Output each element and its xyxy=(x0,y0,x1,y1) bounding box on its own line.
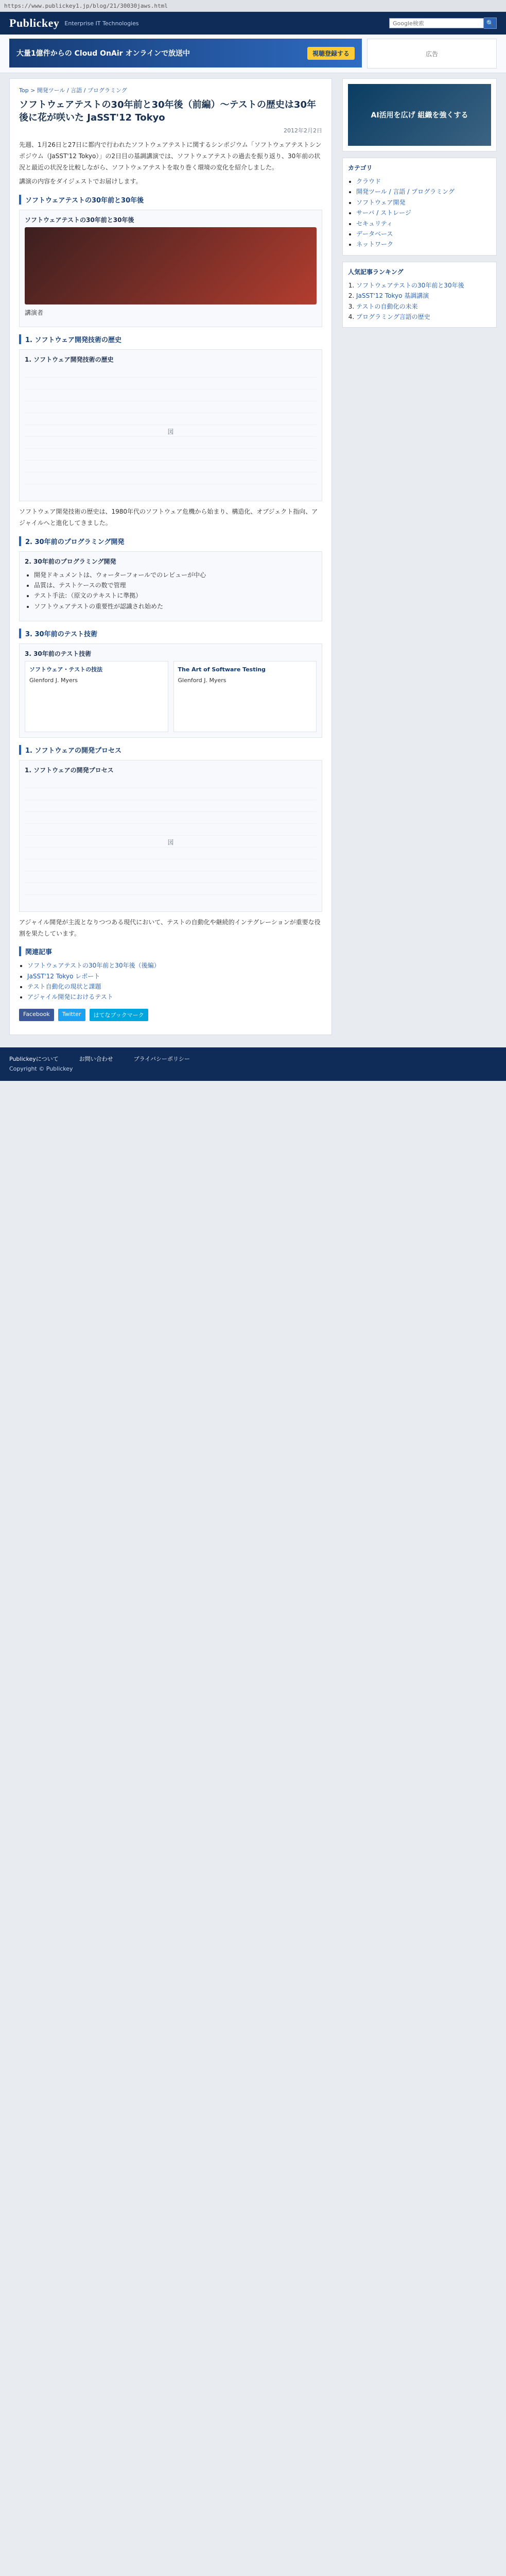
bullet-item: • テスト手法：（原文のテキストに準拠） xyxy=(34,590,317,601)
search-icon: 🔍 xyxy=(486,20,494,27)
site-search xyxy=(389,18,497,29)
related-link[interactable]: アジャイル開発におけるテスト xyxy=(27,993,113,1001)
diagram-2-placeholder: 図 xyxy=(167,838,174,846)
figure-2 xyxy=(19,349,322,501)
footer-link[interactable]: Publickeyについて xyxy=(9,1055,59,1062)
sidebar-ad-box xyxy=(342,78,497,151)
ranking-item xyxy=(356,291,491,301)
article-intro-2: 講演の内容をダイジェストでお届けします。 xyxy=(19,178,142,185)
ad-side[interactable]: 広告 xyxy=(367,39,497,69)
ranking-item xyxy=(356,280,491,291)
footer-link[interactable]: お問い合わせ xyxy=(79,1055,113,1062)
browser-bar xyxy=(0,0,506,12)
related-item xyxy=(27,992,322,1002)
category-link[interactable]: サーバ / ストレージ xyxy=(356,209,411,217)
site-footer xyxy=(0,1047,506,1081)
search-button[interactable] xyxy=(484,18,497,29)
bullet-item: • ソフトウェアテストの重要性が認識され始めた xyxy=(34,601,317,612)
section-heading-5: 1. ソフトウェアの開発プロセス xyxy=(19,745,322,755)
related-item xyxy=(27,971,322,981)
figure-2-caption: 1. ソフトウェア開発技術の歴史 xyxy=(25,356,114,364)
share-facebook-button[interactable]: Facebook xyxy=(19,1009,54,1021)
site-logo[interactable]: Publickey xyxy=(9,16,60,29)
category-link[interactable]: データベース xyxy=(356,230,393,238)
category-link[interactable]: クラウド xyxy=(356,178,381,185)
figure-3-caption: 2. 30年前のプログラミング開発 xyxy=(25,557,116,565)
category-item xyxy=(356,218,491,229)
breadcrumb-separator: > xyxy=(30,87,37,94)
category-item xyxy=(356,239,491,249)
share-twitter-button[interactable]: Twitter xyxy=(58,1009,85,1021)
section-5-body: アジャイル開発が主流となりつつある現代において、テストの自動化や継続的インテグレーションが重要な役割を果たしています。 xyxy=(19,919,321,937)
related-link[interactable]: ソフトウェアテストの30年前と30年後（後編） xyxy=(27,962,160,970)
article-byline xyxy=(19,126,322,134)
ranking-item xyxy=(356,312,491,322)
article-title: ソフトウェアテストの30年前と30年後（前編）〜テストの歴史は30年後に花が咲いた JaSST'12 Tokyo xyxy=(19,99,316,124)
article xyxy=(9,78,332,1035)
page-layout xyxy=(0,73,506,1047)
figure-1 xyxy=(19,210,322,328)
section-heading-1: ソフトウェアテストの30年前と30年後 xyxy=(19,195,322,205)
figure-1-caption: ソフトウェアテストの30年前と30年後 xyxy=(25,216,134,224)
categories-box xyxy=(342,158,497,256)
diagram-1 xyxy=(25,367,317,496)
book-card xyxy=(25,661,168,732)
section-2-body: ソフトウェア開発技術の歴史は、1980年代のソフトウェア危機から始まり、構造化、オブジェクト指向、アジャイルへと進化してきました。 xyxy=(19,508,318,527)
figure-4 xyxy=(19,643,322,738)
figure-5-caption: 1. ソフトウェアの開発プロセス xyxy=(25,767,114,774)
ranking-link[interactable]: ソフトウェアテストの30年前と30年後 xyxy=(356,281,464,289)
breadcrumb-top[interactable]: Top xyxy=(19,87,29,94)
breadcrumb-category[interactable]: 開発ツール / 言語 / プログラミング xyxy=(37,87,127,94)
share-hatena-button[interactable]: はてなブックマーク xyxy=(90,1009,148,1021)
diagram-2 xyxy=(25,777,317,906)
related-heading: 関連記事 xyxy=(19,946,322,956)
bullet-item: • 品質は、テストケースの数で管理 xyxy=(34,580,317,590)
url-text: https://www.publickey1.jp/blog/21/30030jaws.html xyxy=(4,2,168,9)
category-item xyxy=(356,187,491,197)
ranking-link[interactable]: JaSST'12 Tokyo 基調講演 xyxy=(356,292,429,300)
search-input[interactable] xyxy=(389,18,484,28)
category-link[interactable]: ソフトウェア開発 xyxy=(356,198,406,206)
category-link[interactable]: 開発ツール / 言語 / プログラミング xyxy=(356,188,455,196)
section-heading-2: 1. ソフトウェア開発技術の歴史 xyxy=(19,334,322,344)
book-desc: Glenford J. Myers xyxy=(178,676,226,684)
category-item xyxy=(356,229,491,239)
breadcrumb xyxy=(19,86,322,94)
article-intro-1: 先週、1月26日と27日に都内で行われたソフトウェアテストに関するシンポジウム「ソフトウェアテストシンポジウム（JaSST'12 Tokyo）」の2日目の基調講演では、ソフトウェアテストの過去を振り返り、30年前の状況と最近の状況を比較しながら、ソフトウェアテストを取り巻く環境の変化を紹介しました。 xyxy=(19,141,322,171)
footer-link[interactable]: プライバシーポリシー xyxy=(133,1055,190,1062)
ranking-box xyxy=(342,262,497,328)
speaker-note: 講演者 xyxy=(25,309,44,316)
section-heading-3: 2. 30年前のプログラミング開発 xyxy=(19,536,322,546)
section-heading-4: 3. 30年前のテスト技術 xyxy=(19,629,322,638)
site-header xyxy=(0,12,506,35)
ranking-list xyxy=(348,280,491,323)
related-item xyxy=(27,981,322,992)
ranking-title: 人気記事ランキング xyxy=(348,268,404,276)
related-link[interactable]: JaSST'12 Tokyo レポート xyxy=(27,972,100,980)
category-item xyxy=(356,197,491,208)
book-desc: Glenford J. Myers xyxy=(29,676,78,684)
bullet-item: • 開発ドキュメントは、ウォーターフォールでのレビューが中心 xyxy=(34,570,317,580)
section-3-bullets xyxy=(25,570,317,612)
related-link[interactable]: テスト自動化の現状と課題 xyxy=(27,983,101,991)
diagram-1-placeholder: 図 xyxy=(167,428,174,435)
ad-banner-cta[interactable]: 視聴登録する xyxy=(307,47,355,60)
sidebar-ad[interactable]: AI活用を広げ 組織を強くする xyxy=(348,84,491,146)
book-card xyxy=(173,661,317,732)
ad-banner-text: 大量1億件からの Cloud OnAir オンラインで放送中 xyxy=(16,49,190,58)
figure-3 xyxy=(19,551,322,622)
figure-5 xyxy=(19,760,322,912)
category-item xyxy=(356,176,491,187)
ad-row xyxy=(0,35,506,73)
site-tagline: Enterprise IT Technologies xyxy=(64,20,139,27)
book-title: The Art of Software Testing xyxy=(178,666,266,673)
book-title: ソフトウェア・テストの技法 xyxy=(29,666,103,673)
related-links xyxy=(19,960,322,1003)
category-link[interactable]: ネットワーク xyxy=(356,241,394,248)
speaker-photo xyxy=(25,227,317,304)
categories-list xyxy=(348,176,491,250)
share-buttons xyxy=(19,1009,322,1021)
ranking-link[interactable]: プログラミング言語の歴史 xyxy=(356,313,430,320)
sidebar xyxy=(342,78,497,1035)
category-item xyxy=(356,208,491,218)
related-item xyxy=(27,960,322,971)
categories-title: カテゴリ xyxy=(348,164,373,172)
ad-banner[interactable] xyxy=(9,39,362,67)
footer-links xyxy=(9,1055,497,1064)
footer-copyright: Copyright © Publickey xyxy=(9,1065,73,1072)
figure-4-caption: 3. 30年前のテスト技術 xyxy=(25,650,92,658)
category-link[interactable]: セキュリティ xyxy=(356,219,393,227)
ranking-item xyxy=(356,301,491,312)
ranking-link[interactable]: テストの自動化の未来 xyxy=(356,302,418,310)
article-date: 2012年2月2日 xyxy=(284,127,322,134)
books-row xyxy=(25,661,317,732)
